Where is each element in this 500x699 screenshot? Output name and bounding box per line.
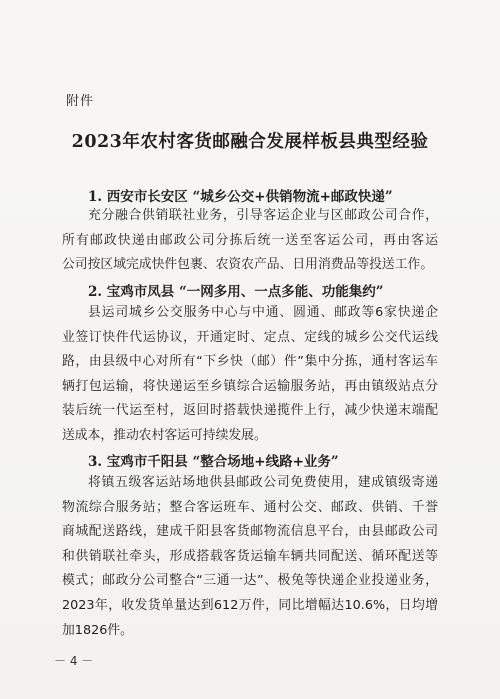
attachment-label: 附件 (66, 94, 95, 109)
body-line: 和供销联社牵头，形成搭载客货运输车辆共同配送、循环配送等 (62, 548, 438, 564)
body-line: 送成本，推动农村客运可持续发展。 (62, 427, 267, 443)
page-number: － 4 － (54, 654, 94, 668)
section-heading-1: 1. 西安市长安区 “城乡公交+供销物流+邮政快递” (88, 189, 393, 205)
body-line: 物流综合服务站；整合客运班车、通村公交、邮政、供销、千誉 (62, 499, 438, 515)
section-body-3 (62, 471, 438, 643)
page-title: 2023年农村客货邮融合发展样板县典型经验 (71, 132, 429, 152)
body-line: 充分融合供销联社业务，引导客运企业与区邮政公司合作， (88, 208, 438, 223)
body-line: 加1826件。 (62, 622, 133, 638)
body-line: 路，由县级中心对所有“下乡快（邮）件”集中分拣，通村客运车 (62, 354, 438, 370)
body-line: 所有邮政快递由邮政公司分拣后统一送至客运公司，再由客运 (62, 232, 438, 248)
body-line: 模式；邮政分公司整合“三通一达”、极兔等快递企业投递业务， (62, 573, 438, 589)
body-line: 装后统一代运至村，返回时搭载快递揽件上行，减少快递末端配 (62, 403, 438, 419)
body-line: 县运司城乡公交服务中心与中通、圆通、邮政等6家快递企 (88, 305, 438, 320)
body-line: 公司按区域完成快件包裹、农资农产品、日用消费品等投送工作。 (62, 257, 434, 273)
section-heading-2: 2. 宝鸡市凤县 “一网多用、一点多能、功能集约” (88, 284, 384, 300)
section-heading-3: 3. 宝鸡市千阳县 “整合场地+线路+业务” (88, 454, 339, 470)
body-line: 辆打包运输，将快递运至乡镇综合运输服务站，再由镇级站点分 (62, 378, 438, 394)
section-body-1 (62, 204, 438, 278)
body-line: 商城配送路线，建成千阳县客货邮物流信息平台，由县邮政公司 (62, 524, 438, 540)
body-line: 将镇五级客运站场地供县邮政公司免费使用，建成镇级寄递 (88, 475, 438, 490)
body-line: 业签订快件代运协议，开通定时、定点、定线的城乡公交代运线 (62, 329, 438, 345)
section-body-2 (62, 301, 438, 449)
body-line: 2023年，收发货单量达到612万件，同比增幅达10.6%，日均增 (62, 597, 438, 613)
